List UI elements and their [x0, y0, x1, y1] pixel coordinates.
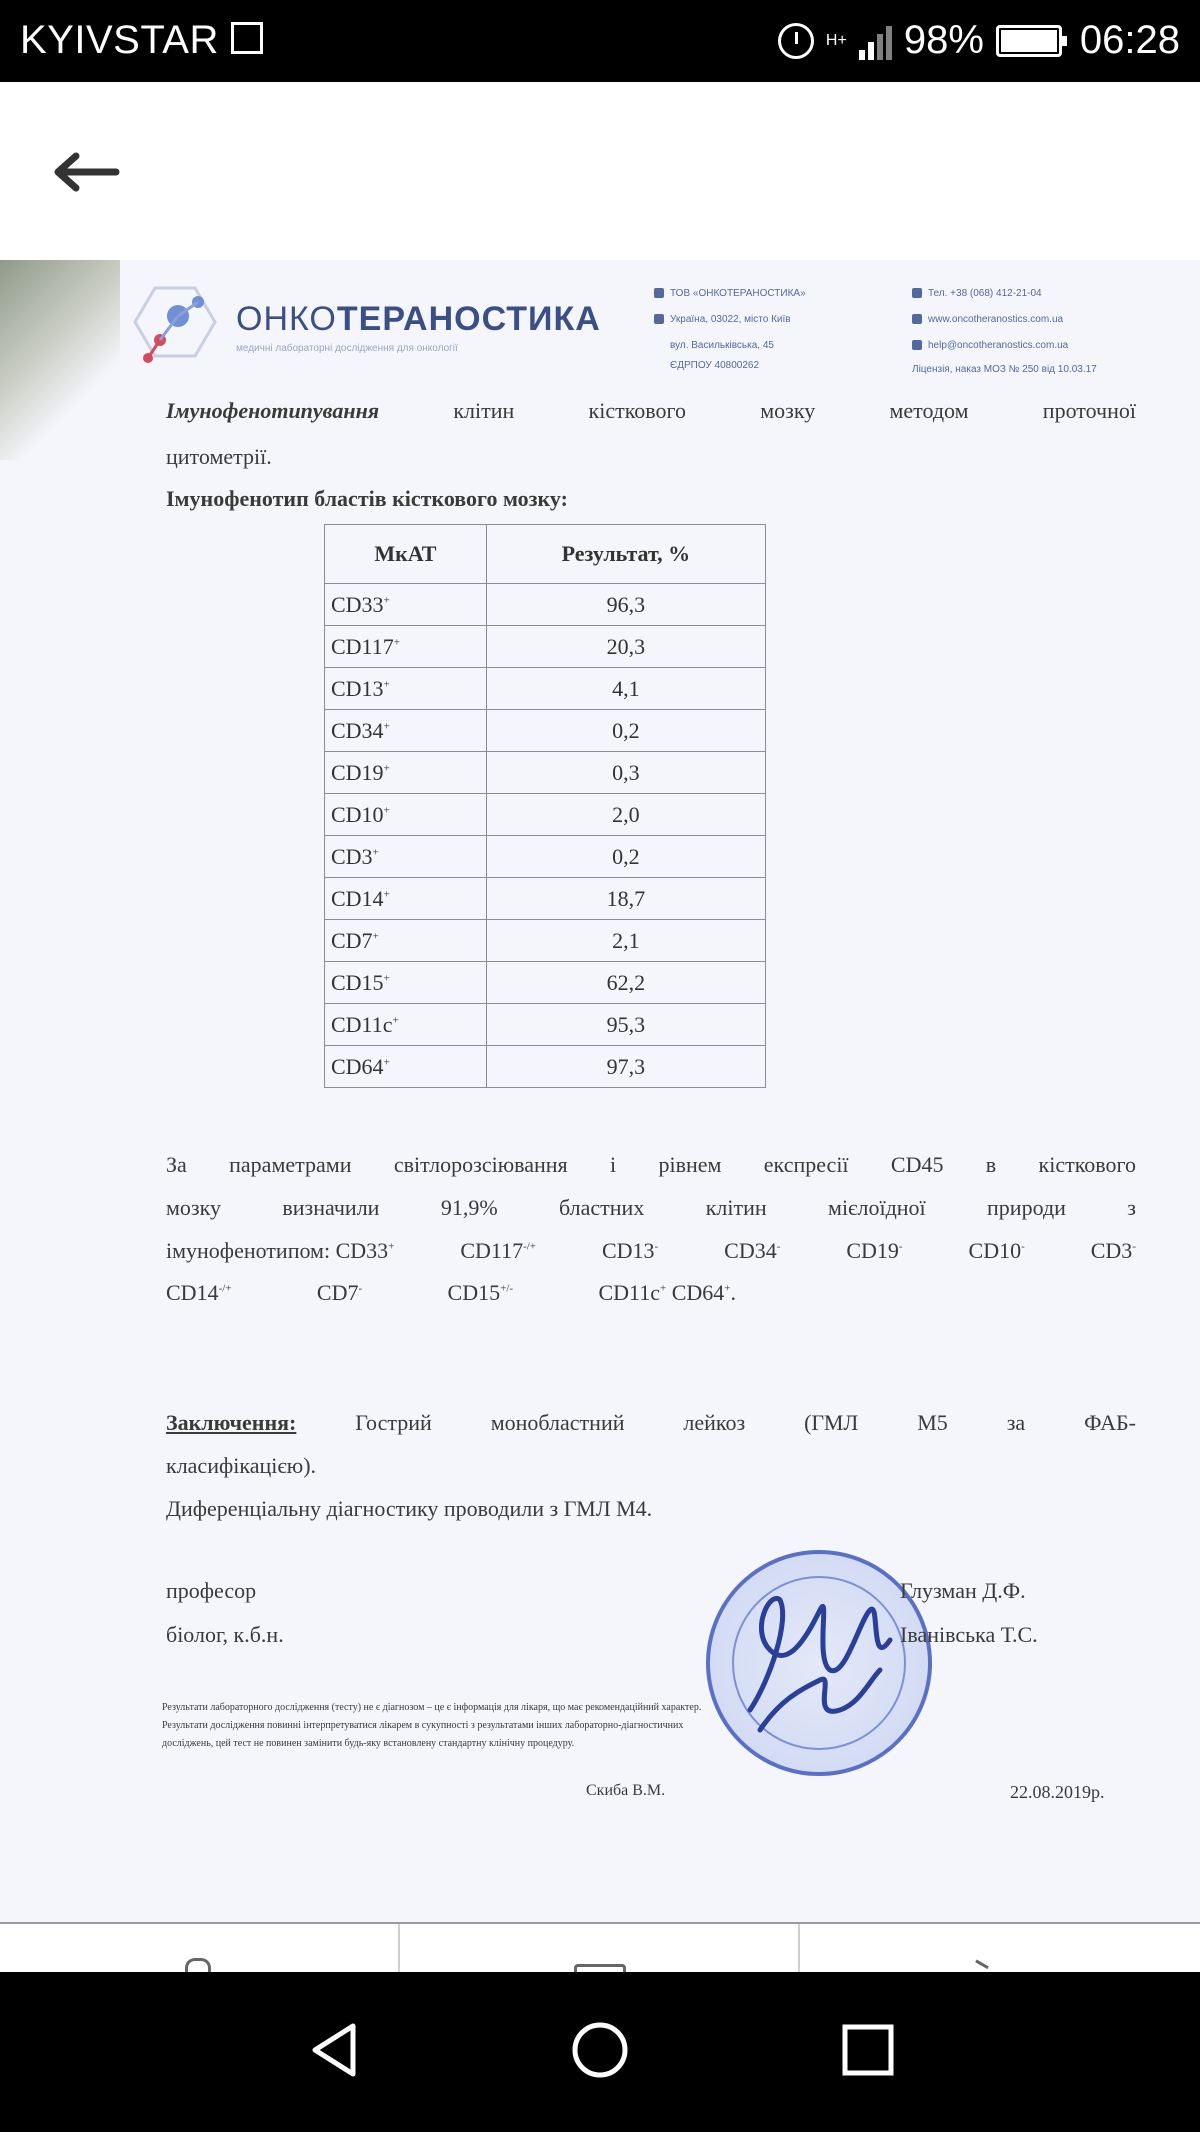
para-line-4: CD14-/+ CD7- CD15+/- CD11c+ CD64+. [166, 1280, 736, 1305]
immunophenotype-table [324, 524, 766, 1088]
marker-name: CD33 [331, 591, 384, 617]
signer-name-1: Глузман Д.Ф. [900, 1578, 1026, 1603]
performer-name: Скиба В.М. [586, 1782, 666, 1799]
table-row [325, 668, 766, 710]
page-edge-shadow [0, 260, 120, 460]
result-value: 18,7 [486, 878, 765, 920]
result-value: 2,1 [486, 920, 765, 962]
conclusion-line-3: Диференціальну діагностику проводили з ГМЛ М4. [166, 1496, 653, 1521]
table-row [325, 752, 766, 794]
nav-back-icon[interactable] [305, 2020, 365, 2080]
system-navigation-bar [0, 1972, 1200, 2132]
document-photo [0, 260, 1200, 1922]
marker-sign: + [393, 636, 400, 649]
marker-name: CD10 [331, 801, 384, 827]
marker-sign: + [383, 594, 390, 607]
result-value: 62,2 [486, 962, 765, 1004]
intro-line-2: цитометрії. [166, 444, 272, 469]
marker-sign: + [383, 1056, 390, 1069]
footnote-line-1: Результати лабораторного дослідження (тесту) не є діагнозом – це є інформація для лікаря, що має рекомендаційний характер. [162, 1702, 702, 1713]
table-row [325, 1046, 766, 1088]
signer-role-1: професор [166, 1578, 257, 1603]
conclusion-line-1: Заключення: Гострий монобластний лейкоз (ГМЛ М5 за ФАБ- [166, 1410, 1136, 1435]
marker-name: CD11c [331, 1011, 393, 1037]
status-indicators [778, 18, 1180, 63]
contact-phone: Тел. +38 (068) 412-21-04 [912, 288, 1042, 299]
contact-website: www.oncotheranostics.com.ua [912, 314, 1063, 325]
result-value: 20,3 [486, 626, 765, 668]
marker-name: CD64 [331, 1053, 384, 1079]
status-bar [0, 0, 1200, 82]
signer-name-2: Іванівська Т.С. [900, 1622, 1038, 1647]
result-value: 0,3 [486, 752, 765, 794]
company-logo-icon [120, 280, 235, 380]
nav-home-icon[interactable] [570, 2020, 630, 2080]
table-row [325, 584, 766, 626]
marker-sign: + [383, 678, 390, 691]
table-row [325, 962, 766, 1004]
marker-sign: + [383, 888, 390, 901]
table-title: Імунофенотип бластів кісткового мозку: [166, 486, 568, 511]
marker-sign: + [383, 762, 390, 775]
contact-email: help@oncotheranostics.com.ua [912, 340, 1068, 351]
signer-role-2: біолог, к.б.н. [166, 1622, 284, 1647]
contact-edrpou: ЄДРПОУ 40800262 [670, 360, 759, 371]
marker-sign: + [392, 1014, 399, 1027]
table-row [325, 626, 766, 668]
app-bar [0, 82, 1200, 258]
nav-recents-icon[interactable] [838, 2020, 898, 2080]
marker-name: CD3 [331, 843, 373, 869]
handwritten-signature [720, 1560, 920, 1750]
signal-icon [859, 22, 892, 60]
report-date: 22.08.2019р. [1010, 1782, 1105, 1802]
marker-sign: + [383, 804, 390, 817]
marker-name: CD15 [331, 969, 384, 995]
table-row [325, 1004, 766, 1046]
table-row [325, 920, 766, 962]
marker-sign: + [383, 720, 390, 733]
battery-icon [996, 25, 1062, 57]
marker-name: CD14 [331, 885, 384, 911]
back-arrow-icon[interactable] [50, 152, 120, 192]
marker-sign: + [383, 972, 390, 985]
contact-license: Ліцензія, наказ МОЗ № 250 від 10.03.17 [912, 364, 1097, 375]
result-value: 96,3 [486, 584, 765, 626]
table-row [325, 710, 766, 752]
table-row [325, 878, 766, 920]
bottom-action-bar [0, 1922, 1200, 1974]
para-line-1: За параметрами світлорозсіювання і рівнем експресії CD45 в кісткового [166, 1152, 1136, 1177]
table-row [325, 794, 766, 836]
marker-sign: + [372, 846, 379, 859]
column-header-mkat: МкАТ [325, 525, 487, 584]
footnote-line-2: Результати дослідження повинні інтерпретуватися лікарем в сукупності з результатами інших лабораторно-діагностичних [162, 1720, 684, 1731]
marker-name: CD34 [331, 717, 384, 743]
brand-name: ОНКОТЕРАНОСТИКА [236, 300, 601, 338]
table-header-row [325, 525, 766, 584]
result-value: 97,3 [486, 1046, 765, 1088]
battery-percent: 98% [903, 18, 984, 62]
intro-line-1: Імунофенотипування клітин кісткового мозку методом проточної [166, 398, 1136, 423]
result-value: 0,2 [486, 836, 765, 878]
clock: 06:28 [1079, 18, 1180, 62]
brand-subtitle: медичні лабораторні дослідження для онкології [236, 343, 458, 354]
para-line-3: імунофенотипом: CD33+ CD117-/+ CD13- CD34- CD19- CD10- CD3- [166, 1238, 1136, 1263]
carrier-name: KYIVSTAR [20, 18, 219, 62]
para-line-2: мозку визначили 91,9% бластних клітин мієлоїдної природи з [166, 1195, 1136, 1220]
footnote-line-3: досліджень, цей тест не повинен замінити будь-яку встановлену стандартну клінічну процедуру. [162, 1738, 575, 1749]
image-notification-icon [231, 22, 263, 54]
contact-company: ТОВ «ОНКОТЕРАНОСТИКА» [654, 288, 806, 299]
marker-sign: + [372, 930, 379, 943]
network-type: H+ [825, 31, 847, 49]
contact-street: вул. Васильківська, 45 [670, 340, 774, 351]
marker-name: CD19 [331, 759, 384, 785]
marker-name: CD7 [331, 927, 373, 953]
marker-name: CD117 [331, 633, 394, 659]
contact-city: Україна, 03022, місто Київ [654, 314, 791, 325]
result-value: 2,0 [486, 794, 765, 836]
result-value: 0,2 [486, 710, 765, 752]
column-header-result: Результат, % [486, 525, 765, 584]
marker-name: CD13 [331, 675, 384, 701]
result-value: 95,3 [486, 1004, 765, 1046]
table-row [325, 836, 766, 878]
alarm-icon [778, 23, 814, 59]
conclusion-line-2: класифікацією). [166, 1453, 317, 1478]
result-value: 4,1 [486, 668, 765, 710]
